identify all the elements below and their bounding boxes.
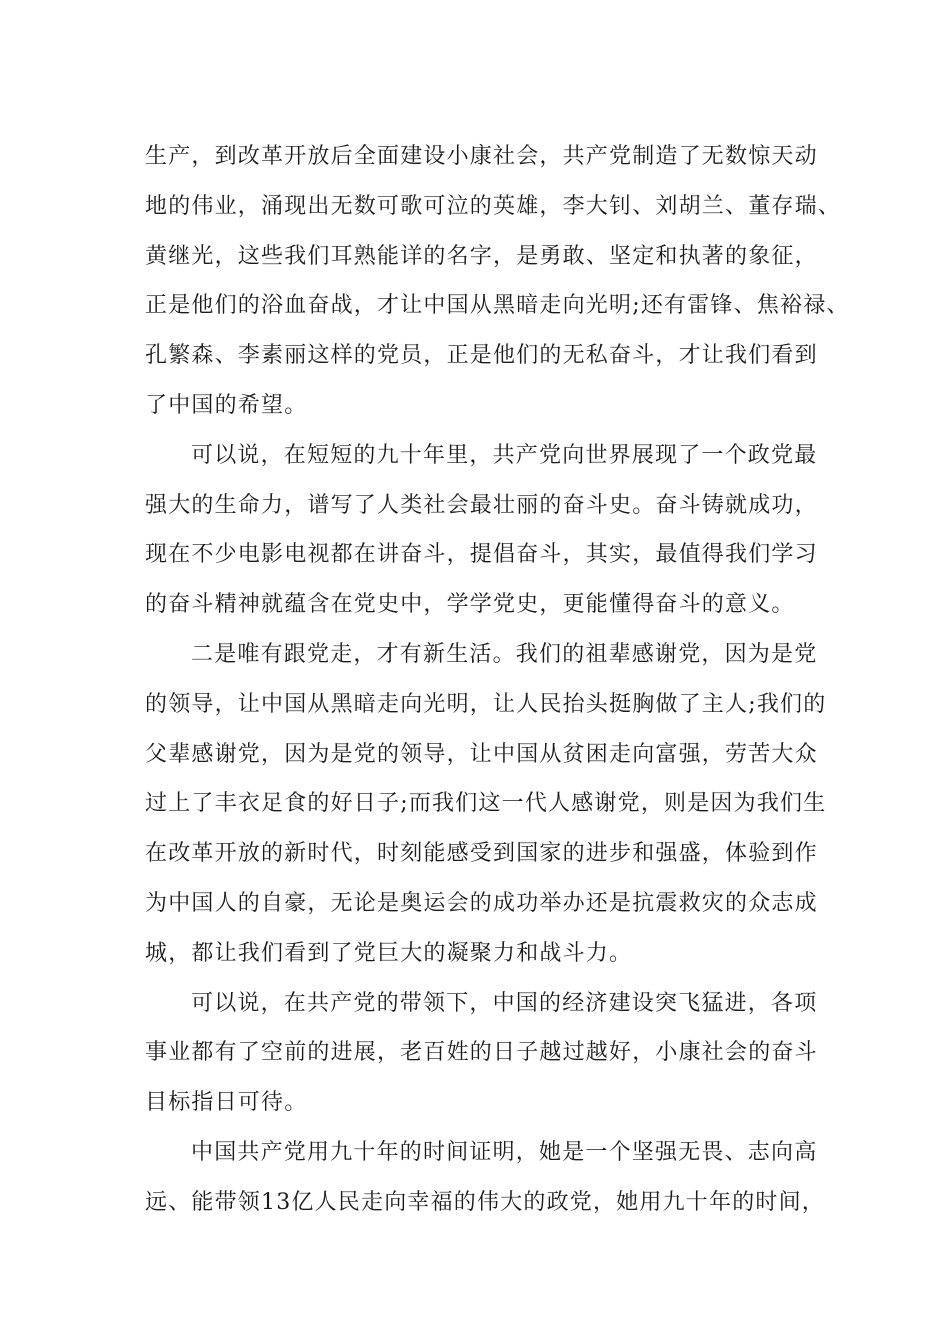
text-line: 目标指日可待。	[145, 1090, 308, 1116]
text-line: 为中国人的自豪，无论是奥运会的成功举办还是抗震救灾的众志成	[145, 890, 818, 916]
text-line: 正是他们的浴血奋战，才让中国从黑暗走向光明;还有雷锋、焦裕禄、	[145, 293, 850, 319]
body-text	[145, 132, 850, 1228]
text-line: 父辈感谢党，因为是党的领导，让中国从贫困走向富强，劳苦大众	[145, 741, 818, 767]
text-line: 了中国的希望。	[145, 392, 308, 418]
paragraph-first-line: 可以说，在共产党的带领下，中国的经济建设突飞猛进，各项	[191, 990, 818, 1016]
text-line: 事业都有了空前的进展，老百姓的日子越过越好，小康社会的奋斗	[145, 1040, 818, 1066]
text-line: 强大的生命力，谱写了人类社会最壮丽的奋斗史。奋斗铸就成功，	[145, 492, 818, 518]
text-line: 远、能带领13亿人民走向幸福的伟大的政党，她用九十年的时间，	[145, 1189, 825, 1215]
text-line: 黄继光，这些我们耳熟能详的名字，是勇敢、坚定和执著的象征，	[145, 243, 818, 269]
text-line: 地的伟业，涌现出无数可歌可泣的英雄，李大钊、刘胡兰、董存瑞、	[145, 193, 842, 219]
text-line: 的领导，让中国从黑暗走向光明，让人民抬头挺胸做了主人;我们的	[145, 691, 827, 717]
paragraph-first-line: 二是唯有跟党走，才有新生活。我们的祖辈感谢党，因为是党	[191, 641, 818, 667]
text-line: 的奋斗精神就蕴含在党史中，学学党史，更能懂得奋斗的意义。	[145, 592, 795, 618]
text-line: 生产，到改革开放后全面建设小康社会，共产党制造了无数惊天动	[145, 144, 818, 169]
paragraph-first-line: 中国共产党用九十年的时间证明，她是一个坚强无畏、志向高	[191, 1139, 818, 1165]
text-line: 现在不少电影电视都在讲奋斗，提倡奋斗，其实，最值得我们学习	[145, 542, 818, 568]
text-line: 过上了丰衣足食的好日子;而我们这一代人感谢党，则是因为我们生	[145, 791, 827, 817]
paragraph-first-line: 可以说，在短短的九十年里，共产党向世界展现了一个政党最	[191, 442, 818, 468]
text-line: 城，都让我们看到了党巨大的凝聚力和战斗力。	[145, 940, 633, 966]
text-line: 孔繁森、李素丽这样的党员，正是他们的无私奋斗，才让我们看到	[145, 343, 818, 369]
text-line: 在改革开放的新时代，时刻能感受到国家的进步和强盛，体验到作	[145, 841, 818, 867]
